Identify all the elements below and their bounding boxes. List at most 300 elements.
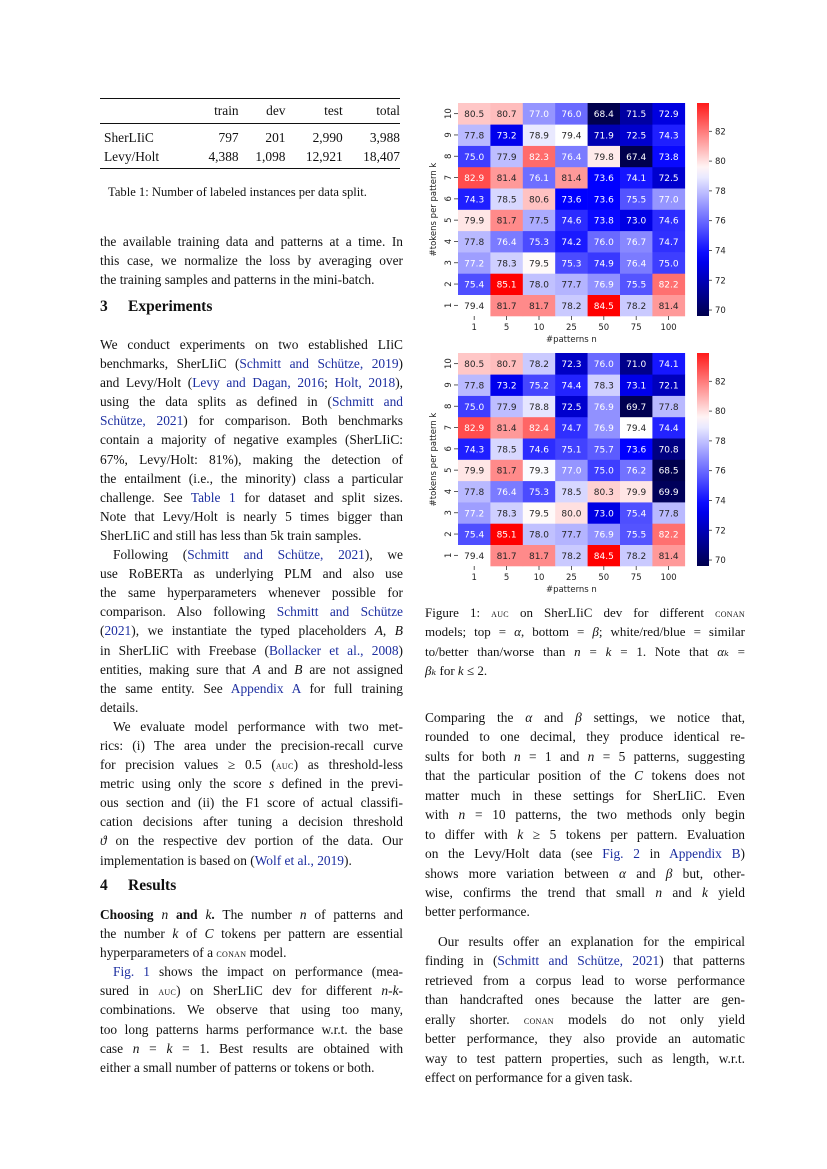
text: comparison. Also following xyxy=(100,604,277,620)
paragraph-training xyxy=(100,232,403,289)
text: ( xyxy=(100,623,105,639)
math-symbol: n xyxy=(655,884,663,900)
small-caps-term: conan xyxy=(216,946,247,961)
cell-value-label: 79.9 xyxy=(626,487,647,498)
text-line xyxy=(100,469,403,488)
cell-value-label: 81.4 xyxy=(658,551,679,562)
text: using the data splits as defined in ( xyxy=(100,394,333,410)
text-line xyxy=(100,526,403,545)
table-header-cell: dev xyxy=(239,99,286,124)
math-symbol: ϑ xyxy=(100,833,107,849)
math-symbol: β xyxy=(425,663,432,679)
text: yield xyxy=(707,884,746,900)
cell-value-label: 77.0 xyxy=(561,466,582,477)
text: but, other- xyxy=(672,865,745,881)
text-line xyxy=(425,1029,745,1048)
cell-value-label: 78.0 xyxy=(528,280,550,291)
text: ; white/red/blue = similar xyxy=(598,624,746,640)
cell-value-label: 76.4 xyxy=(626,259,647,270)
cell-value-label: 76.9 xyxy=(593,424,614,435)
citation-link[interactable]: Appendix A xyxy=(230,680,301,696)
text: of xyxy=(178,926,205,942)
text: finding in ( xyxy=(425,953,498,969)
section-title: Experiments xyxy=(128,298,213,315)
math-symbol: k xyxy=(166,1040,173,1056)
cell-value-label: 80.5 xyxy=(464,360,485,371)
y-tick-label: 1 xyxy=(444,302,454,309)
text: too long patterns harms performance w.r.t. the base xyxy=(100,1021,403,1037)
cell-value-label: 73.6 xyxy=(593,195,614,206)
citation-link[interactable]: Fig. 1 xyxy=(113,964,150,980)
text: the entailment (i.e., the minority) class a particular xyxy=(100,470,403,486)
text: = xyxy=(139,1040,167,1056)
cell-value-label: 67.4 xyxy=(626,152,647,163)
cell-value-label: 75.0 xyxy=(464,402,485,413)
math-symbol: n xyxy=(587,748,595,764)
cell-value-label: 76.0 xyxy=(561,110,582,121)
text: combinations. We observe that using too many, xyxy=(100,1002,403,1018)
cell-value-label: 82.4 xyxy=(528,424,550,435)
text: = xyxy=(580,643,606,659)
math-symbol: s xyxy=(268,776,275,792)
heatmap-alpha xyxy=(420,95,740,345)
y-tick-label: 7 xyxy=(444,424,454,431)
text-line xyxy=(425,766,745,785)
table-cell: 3,988 xyxy=(369,129,400,145)
colorbar-tick-label: 76 xyxy=(715,216,726,227)
math-symbol: α xyxy=(717,643,725,659)
y-tick-label: 8 xyxy=(444,153,454,159)
bold-run-in-heading: . xyxy=(211,907,215,922)
cell-value-label: 73.2 xyxy=(496,131,517,142)
text-line xyxy=(425,1068,745,1087)
cell-value-label: 75.0 xyxy=(593,466,614,477)
text: Following ( xyxy=(113,547,188,563)
cell-value-label: 79.3 xyxy=(528,466,550,477)
x-tick-label: 100 xyxy=(660,323,677,333)
cell-value-label: 76.0 xyxy=(593,360,614,371)
results-explanation-paragraph xyxy=(425,932,745,1088)
text: of patterns and xyxy=(306,907,403,922)
cell-value-label: 77.2 xyxy=(464,259,485,270)
section-title: Results xyxy=(128,877,177,894)
x-tick-label: 1 xyxy=(471,573,477,583)
cell-value-label: 74.2 xyxy=(561,237,582,248)
cell-value-label: 82.2 xyxy=(658,530,679,541)
text-line xyxy=(100,755,403,774)
math-symbol: ₖ xyxy=(724,643,729,659)
cell-value-label: 85.1 xyxy=(496,530,517,541)
y-tick-label: 10 xyxy=(444,358,454,370)
math-symbol: B xyxy=(394,623,403,639)
x-tick-label: 10 xyxy=(533,573,545,583)
text: rics: (i) The area under the precision-recall curve xyxy=(100,737,403,753)
text-line xyxy=(425,902,745,921)
colorbar-tick-label: 78 xyxy=(715,436,726,447)
text: = 5 patterns, suggesting xyxy=(594,748,745,764)
text-line xyxy=(100,564,403,583)
colorbar-tick-label: 78 xyxy=(715,186,726,197)
cell-value-label: 72.5 xyxy=(561,402,582,413)
text: benchmarks, SherLIiC ( xyxy=(100,356,240,372)
cell-value-label: 75.5 xyxy=(626,280,647,291)
citation-link[interactable]: Fig. 2 xyxy=(602,846,640,862)
cell-value-label: 81.4 xyxy=(561,174,582,185)
y-tick-label: 3 xyxy=(444,510,454,516)
text: = 1. Note that xyxy=(611,643,718,659)
cell-value-label: 81.7 xyxy=(496,551,517,562)
heatmap-beta xyxy=(420,345,740,595)
text-line xyxy=(100,793,403,812)
text-line xyxy=(425,786,745,805)
text-line xyxy=(425,661,745,680)
x-tick-label: 10 xyxy=(533,323,545,333)
x-tick-label: 5 xyxy=(503,573,510,583)
text: contain a majority of negative examples (SherLIiC: xyxy=(100,432,403,448)
cell-value-label: 73.6 xyxy=(626,445,647,456)
citation-link[interactable]: Holt, 2018 xyxy=(334,375,396,391)
citation-link[interactable]: Schmitt and xyxy=(332,394,403,410)
cell-value-label: 73.1 xyxy=(626,381,647,392)
text-line xyxy=(425,990,745,1009)
text-line xyxy=(100,354,403,373)
text: shows more variation between xyxy=(425,865,619,881)
y-axis-label: #tokens per pattern k xyxy=(429,162,439,257)
text-line xyxy=(425,1049,745,1068)
cell-value-label: 82.3 xyxy=(528,152,550,163)
table-1-caption: Table 1: Number of labeled instances per data split. xyxy=(108,185,367,199)
colorbar-tick-label: 74 xyxy=(715,246,726,257)
cell-value-label: 73.6 xyxy=(593,174,614,185)
comparison-paragraph xyxy=(425,708,745,922)
text: = 10 patterns, the two methods only begin xyxy=(465,807,746,823)
text: ≥ 5 tokens per pattern. Evaluation xyxy=(523,826,745,842)
cell-value-label: 85.1 xyxy=(496,280,517,291)
text: better performance. xyxy=(425,904,530,920)
figure-1-caption xyxy=(425,603,745,681)
section-heading-results xyxy=(100,877,176,895)
table-row xyxy=(100,124,400,146)
cell-value-label: 81.7 xyxy=(496,301,517,312)
text: in xyxy=(639,846,670,862)
bold-run-in-heading: and xyxy=(168,907,206,922)
text-line xyxy=(100,392,403,411)
text: the training samples and patterns in the mini-batch. xyxy=(100,272,375,288)
text: SherLIiC and still has less than 5k train samples. xyxy=(100,527,362,543)
text-line xyxy=(100,270,403,289)
cell-value-label: 72.9 xyxy=(658,110,679,121)
cell-value-label: 79.8 xyxy=(593,152,614,163)
colorbar-tick-label: 82 xyxy=(715,127,726,138)
x-tick-label: 1 xyxy=(471,323,477,333)
cell-value-label: 75.0 xyxy=(464,152,485,163)
text: for precision values ≥ 0.5 ( xyxy=(100,757,276,773)
x-tick-label: 100 xyxy=(660,573,677,583)
cell-value-label: 74.4 xyxy=(561,381,582,392)
text: challenge. See xyxy=(100,489,191,505)
table-row xyxy=(100,146,400,169)
text: models; top = xyxy=(425,624,515,640)
cell-value-label: 75.0 xyxy=(658,259,679,270)
small-caps-term: auc xyxy=(275,758,294,773)
cell-value-label: 74.1 xyxy=(626,174,647,185)
citation-link[interactable]: 2021 xyxy=(104,623,132,639)
cell-value-label: 73.0 xyxy=(626,216,647,227)
cell-value-label: 80.3 xyxy=(593,487,614,498)
cell-value-label: 75.7 xyxy=(593,445,614,456)
cell-value-label: 81.4 xyxy=(496,174,517,185)
text: tokens per pattern are essential xyxy=(213,926,403,942)
text-line xyxy=(100,774,403,793)
colorbar-tick-label: 80 xyxy=(715,407,726,418)
x-tick-label: 50 xyxy=(598,323,610,333)
text-line xyxy=(100,1000,403,1019)
text-line xyxy=(100,1039,403,1058)
citation-link[interactable]: Table 1 xyxy=(190,489,236,505)
text-line xyxy=(425,642,745,661)
text: We conduct experiments on two established LIiC xyxy=(100,337,403,352)
text: The number xyxy=(214,907,300,922)
text: rounded to one decimal, they produce identical re- xyxy=(425,729,745,745)
text: ; xyxy=(324,375,335,391)
math-symbol: k xyxy=(172,926,179,942)
section-number: 3 xyxy=(100,298,108,315)
text: = 1. Best results are obtained with xyxy=(172,1040,404,1056)
citation-link[interactable]: Schütze, 2021 xyxy=(100,413,184,429)
text: model. xyxy=(246,945,287,961)
text: entities, making sure that xyxy=(100,661,253,677)
text-line xyxy=(425,622,745,641)
text: retrieved from a corpus lead to worse performance xyxy=(425,972,745,988)
cell-value-label: 78.3 xyxy=(496,259,517,270)
cell-value-label: 75.4 xyxy=(464,280,485,291)
math-symbol: n xyxy=(161,907,169,922)
cell-value-label: 77.9 xyxy=(496,152,517,163)
text: ) xyxy=(398,642,403,658)
cell-value-label: 77.8 xyxy=(464,237,485,248)
cell-value-label: 76.9 xyxy=(593,530,614,541)
text-line xyxy=(100,621,403,640)
text-line xyxy=(425,932,745,951)
text: and xyxy=(626,865,666,881)
cell-value-label: 75.2 xyxy=(528,381,550,392)
citation-link[interactable]: Wolf et al., 2019 xyxy=(254,852,345,868)
cell-value-label: 77.9 xyxy=(496,402,517,413)
cell-value-label: 78.2 xyxy=(528,360,550,371)
colorbar-tick-label: 82 xyxy=(715,377,726,388)
text: on the respective dev portion of the data. Our xyxy=(106,833,403,849)
cell-value-label: 78.8 xyxy=(528,402,550,413)
text: We evaluate model performance with two met- xyxy=(113,718,403,734)
text: , bottom = xyxy=(520,624,593,640)
table-cell: 12,921 xyxy=(285,146,342,169)
cell-value-label: 75.3 xyxy=(561,259,582,270)
citation-link[interactable]: Schmitt and Schütze, 2021 xyxy=(187,547,365,563)
cell-value-label: 82.2 xyxy=(658,280,679,291)
text: the number xyxy=(100,926,173,942)
cell-value-label: 80.7 xyxy=(496,110,517,121)
table-header-cell: train xyxy=(192,99,239,124)
text-line xyxy=(100,981,403,1000)
cell-value-label: 77.0 xyxy=(528,110,550,121)
math-symbol: n xyxy=(132,1040,140,1056)
cell-value-label: 74.3 xyxy=(464,445,485,456)
cell-value-label: 77.7 xyxy=(561,530,582,541)
section-number: 4 xyxy=(100,877,108,894)
cell-value-label: 79.4 xyxy=(464,551,485,562)
y-tick-label: 5 xyxy=(444,217,454,223)
citation-link[interactable]: Levy and Dagan, 2016 xyxy=(192,375,325,391)
cell-value-label: 69.9 xyxy=(658,487,679,498)
cell-value-label: 77.5 xyxy=(528,216,550,227)
colorbar-tick-label: 72 xyxy=(715,526,726,537)
cell-value-label: 68.4 xyxy=(593,110,614,121)
text: ), xyxy=(395,375,404,391)
y-tick-label: 2 xyxy=(444,281,454,287)
small-caps-term: auc xyxy=(491,606,509,620)
cell-value-label: 78.0 xyxy=(528,530,550,541)
text-line xyxy=(100,507,403,526)
text-line xyxy=(100,717,403,736)
table-cell: 2,990 xyxy=(312,129,343,145)
text: Comparing the xyxy=(425,710,526,725)
y-tick-label: 1 xyxy=(444,552,454,559)
cell-value-label: 77.8 xyxy=(464,131,485,142)
cell-value-label: 78.2 xyxy=(561,301,582,312)
table-cell: 4,388 xyxy=(192,146,239,169)
cell-value-label: 70.8 xyxy=(658,445,679,456)
text: - xyxy=(398,983,403,999)
cell-value-label: 75.5 xyxy=(626,530,647,541)
math-symbol: C xyxy=(204,926,214,942)
math-symbol: k xyxy=(701,884,708,900)
text: either a small number of patterns or tokens or both. xyxy=(100,1059,375,1075)
colorbar xyxy=(697,353,709,566)
small-caps-term: auc xyxy=(158,984,177,999)
cell-value-label: 72.5 xyxy=(626,131,647,142)
math-symbol: α xyxy=(619,865,627,881)
text: than handcrafted ones because the latter are gen- xyxy=(425,992,745,1008)
cell-value-label: 74.6 xyxy=(528,445,550,456)
cell-value-label: 82.9 xyxy=(464,424,485,435)
text-line xyxy=(100,488,403,507)
citation-link[interactable]: Schmitt and Schütze, 2021 xyxy=(497,953,660,969)
text-line xyxy=(425,603,745,622)
cell-value-label: 80.6 xyxy=(528,195,550,206)
text: case xyxy=(100,1040,133,1056)
cell-value-label: 81.7 xyxy=(528,301,550,312)
cell-value-label: 77.8 xyxy=(464,381,485,392)
table-header-cell: total xyxy=(343,99,400,124)
text-line xyxy=(100,812,403,831)
text-line xyxy=(100,851,403,870)
text: details. xyxy=(100,699,139,715)
text-line xyxy=(425,864,745,883)
text-line xyxy=(100,736,403,755)
text: metric using only the score xyxy=(100,776,269,792)
y-tick-label: 2 xyxy=(444,531,454,537)
text: ), we xyxy=(364,547,403,563)
cell-value-label: 79.4 xyxy=(561,131,582,142)
cell-value-label: 76.7 xyxy=(626,237,647,248)
colorbar-tick-label: 74 xyxy=(715,496,726,507)
math-symbol: k xyxy=(392,983,399,999)
y-tick-label: 6 xyxy=(444,196,454,202)
text-line xyxy=(425,951,745,970)
bold-run-in-heading: Choosing xyxy=(100,907,162,922)
cell-value-label: 75.4 xyxy=(626,509,647,520)
citation-link[interactable]: Bollacker et al., 2008 xyxy=(269,642,399,658)
text-line xyxy=(100,962,403,981)
x-axis-label: #patterns n xyxy=(545,585,597,595)
text-line xyxy=(100,924,403,943)
cell-value-label: 74.6 xyxy=(561,216,582,227)
results-body xyxy=(100,905,403,1077)
text: on SherLIiC dev for different xyxy=(508,605,716,620)
text: ) xyxy=(398,356,403,372)
text: the same hyperparameters whenever possible for xyxy=(100,585,403,601)
cell-value-label: 84.5 xyxy=(593,301,614,312)
math-symbol: k xyxy=(205,907,212,922)
text: Note that Levy/Holt is nearly 5 times bigger than xyxy=(100,508,403,524)
citation-link[interactable]: Schmitt and Schütze xyxy=(276,604,403,620)
cell-value-label: 76.0 xyxy=(593,237,614,248)
y-tick-label: 5 xyxy=(444,467,454,473)
cell-value-label: 79.4 xyxy=(626,424,647,435)
x-tick-label: 5 xyxy=(503,323,510,333)
cell-value-label: 76.2 xyxy=(626,466,647,477)
cell-value-label: 80.0 xyxy=(561,509,582,520)
cell-value-label: 77.0 xyxy=(658,195,679,206)
text: and Levy/Holt ( xyxy=(100,375,193,391)
text-line xyxy=(100,251,403,270)
text: ) xyxy=(740,846,745,862)
text: sured in xyxy=(100,983,159,999)
text: the same entity. See xyxy=(100,680,231,696)
text: and xyxy=(532,710,576,725)
text-line xyxy=(100,679,403,698)
x-tick-label: 75 xyxy=(630,323,642,333)
cell-value-label: 77.2 xyxy=(464,509,485,520)
cell-value-label: 75.3 xyxy=(528,487,550,498)
cell-value-label: 76.9 xyxy=(593,402,614,413)
table-header-cell xyxy=(100,99,192,124)
text-line xyxy=(100,373,403,392)
table-header-cell: test xyxy=(285,99,342,124)
cell-value-label: 68.5 xyxy=(658,466,679,477)
cell-value-label: 79.4 xyxy=(464,301,485,312)
text: this case, we normalize the loss by averaging over xyxy=(100,253,403,269)
table-cell: 18,407 xyxy=(343,146,400,169)
text: wise, confirms the trend that small xyxy=(425,884,656,900)
citation-link[interactable]: Schmitt and Schütze, 2019 xyxy=(239,356,399,372)
table-cell: 1,098 xyxy=(239,146,286,169)
citation-link[interactable]: Appendix B xyxy=(669,846,741,862)
cell-value-label: 71.0 xyxy=(626,360,647,371)
text-line xyxy=(425,747,745,766)
cell-value-label: 78.2 xyxy=(561,551,582,562)
colorbar-tick-label: 76 xyxy=(715,466,726,477)
cell-value-label: 71.9 xyxy=(593,131,614,142)
y-tick-label: 4 xyxy=(444,238,454,245)
math-symbol: n xyxy=(514,748,521,764)
x-tick-label: 50 xyxy=(598,573,610,583)
cell-value-label: 81.7 xyxy=(528,551,550,562)
text: defined in the previ- xyxy=(274,776,403,792)
y-tick-label: 4 xyxy=(444,488,454,495)
cell-value-label: 78.5 xyxy=(496,195,517,206)
text-line xyxy=(100,1058,403,1077)
